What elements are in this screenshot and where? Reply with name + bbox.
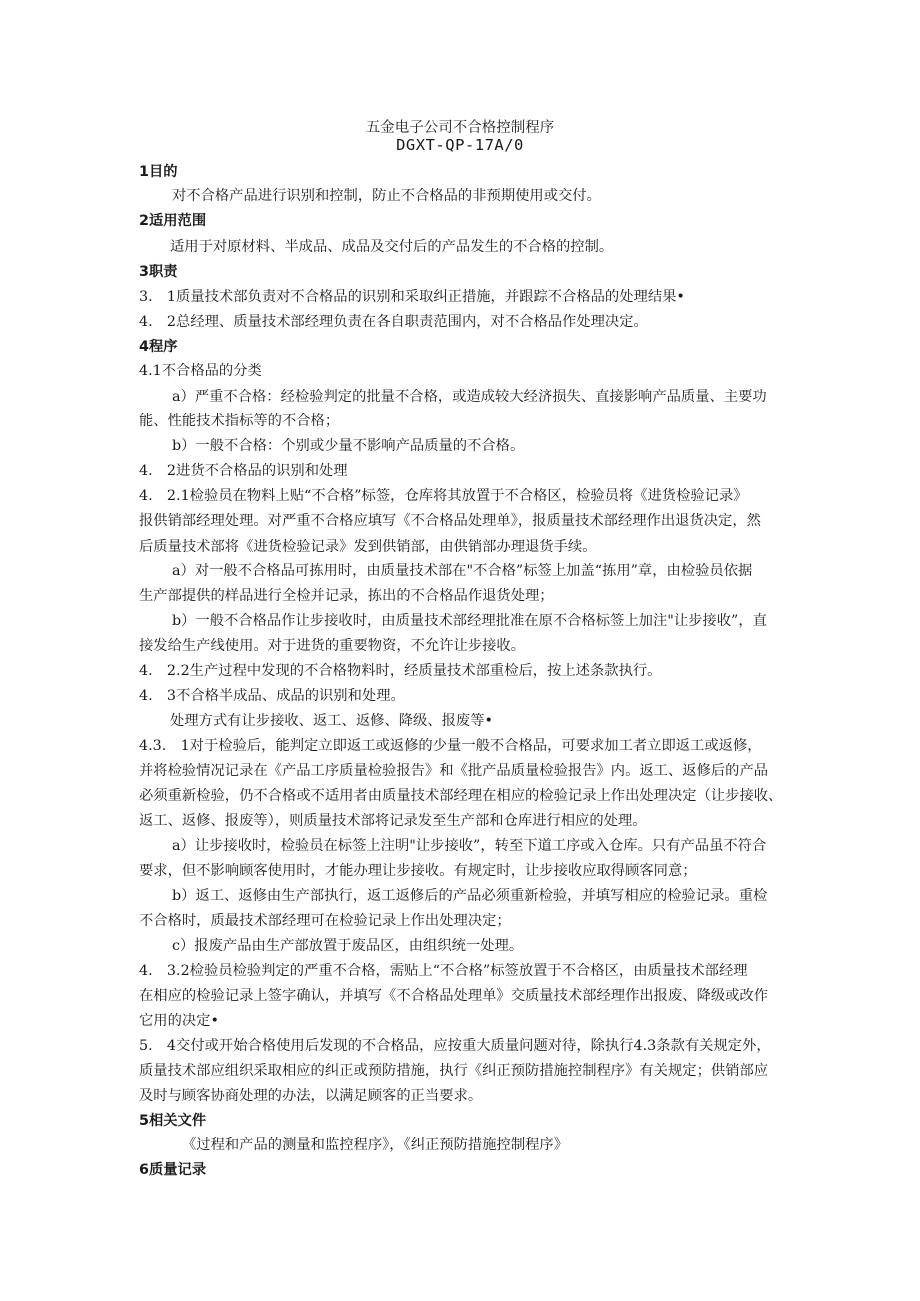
paragraph-line: a）对一般不合格品可拣用时，由质量技术部在"不合格”标签上加盖“拣用”章，由检验员依据	[172, 563, 753, 579]
paragraph-line: 3. 1质量技术部负责对不合格品的识别和采取纠正措施，并跟踪不合格品的处理结果•	[139, 289, 685, 305]
paragraph-line: 在相应的检验记录上签字确认，并填写《不合格品处理单》交质量技术部经理作出报废、降级或改作	[139, 988, 769, 1004]
paragraph-line: 返工、返修、报废等），则质量技术部将记录发至生产部和仓库进行相应的处理。	[139, 813, 647, 829]
paragraph-line: 5. 4交付或开始合格使用后发现的不合格品，应按重大质量问题对待，除执行4.3条款有关规定外，	[139, 1038, 771, 1054]
paragraph-line: 生产部提供的样品进行全检并记录，拣出的不合格品作退货处理；	[139, 588, 554, 604]
paragraph-line: b）一般不合格：个别或少量不影响产品质量的不合格。	[172, 438, 525, 454]
paragraph-line: 接发给生产线使用。对于进货的重要物资，不允许让步接收。	[139, 638, 526, 654]
paragraph-line: 能、性能技术指标等的不合格；	[139, 413, 340, 429]
section-heading: 6质量记录	[139, 1162, 207, 1178]
paragraph-line: 适用于对原材料、半成品、成品及交付后的产品发生的不合格的控制。	[170, 239, 614, 255]
paragraph-line: 必须重新检验，仍不合格或不适用者由质量技术部经理在相应的检验记录上作出处理决定（让步接收、	[139, 788, 783, 804]
paragraph-line: 4. 2总经理、质量技术部经理负责在各自职责范围内，对不合格品作处理决定。	[139, 314, 648, 330]
paragraph-line: 4. 2.2生产过程中发现的不合格物料时，经质量技术部重检后，按上述条款执行。	[139, 663, 662, 679]
paragraph-line: 对不合格产品进行识别和控制，防止不合格品的非预期使用或交付。	[172, 188, 601, 204]
paragraph-line: b）一般不合格品作让步接收时，由质量技术部经理批准在原不合格标签上加注"让步接收”，直	[172, 613, 767, 629]
paragraph-line: 不合格时，质最技术部经理可在检验记录上作出处理决定；	[139, 913, 511, 929]
paragraph-line: b）返工、返修由生产部执行，返工返修后的产品必须重新检验，并填写相应的检验记录。重检	[172, 888, 768, 904]
section-heading: 4程序	[139, 339, 178, 355]
paragraph-line: 4.1不合格品的分类	[139, 363, 262, 379]
paragraph-line: 4. 3.2检验员检验判定的严重不合格，需贴上“不合格”标签放置于不合格区，由质量技术部经理	[139, 963, 748, 979]
paragraph-line: 质量技术部应组织采取相应的纠正或预防措施，执行《纠正预防措施控制程序》有关规定；供销部应	[139, 1063, 769, 1079]
paragraph-line: a）严重不合格：经检验判定的批量不合格，或造成较大经济损失、直接影响产品质量、主要功	[172, 389, 767, 405]
paragraph-line: 4. 2.1检验员在物料上贴“不合格”标签，仓库将其放置于不合格区，检验员将《进货检验记录》	[139, 488, 748, 504]
section-heading: 5相关文件	[139, 1113, 207, 1129]
document-title: 五金电子公司不合格控制程序	[365, 120, 555, 136]
paragraph-line: a）让步接收时，检验员在标签上注明"让步接收”，转至下道工序或入仓库。只有产品虽不符合	[172, 838, 767, 854]
paragraph-line: 并将检验情况记录在《产品工序质量检验报告》和《批产品质量检验报告》内。返工、返修后的产品	[139, 763, 769, 779]
paragraph-line: c）报废产品由生产部放置于废品区，由组织统一处理。	[172, 938, 524, 954]
paragraph-line: 后质量技术部将《进货检验记录》发到供销部，由供销部办理退货手续。	[139, 539, 597, 555]
paragraph-line: 报供销部经理处理。对严重不合格应填写《不合格品处理单》，报质量技术部经理作出退货决定，然	[139, 513, 761, 529]
paragraph-line: 4. 2进货不合格品的识别和处理	[139, 463, 348, 479]
paragraph-line: 4. 3不合格半成品、成品的识别和处理。	[139, 688, 405, 704]
document-code: DGXT-QP-17A/0	[396, 136, 524, 154]
paragraph-line: 要求，但不影响顾客使用时，才能办理让步接收。有规定时，让步接收应取得顾客同意；	[139, 863, 697, 879]
paragraph-line: 《过程和产品的测量和监控程序》，《纠正预防措施控制程序》	[182, 1137, 569, 1153]
section-heading: 3职责	[139, 264, 178, 280]
paragraph-line: 及时与顾客协商处理的办法，以满足顾客的正当要求。	[139, 1088, 483, 1104]
section-heading: 2适用范围	[139, 213, 207, 229]
paragraph-line: 处理方式有让步接收、返工、返修、降级、报废等•	[170, 713, 493, 729]
paragraph-line: 4.3. 1对于检验后，能判定立即返工或返修的少量一般不合格品，可要求加工者立即返工或返修，	[139, 738, 762, 754]
section-heading: 1目的	[139, 164, 178, 180]
paragraph-line: 它用的决定•	[139, 1013, 219, 1029]
